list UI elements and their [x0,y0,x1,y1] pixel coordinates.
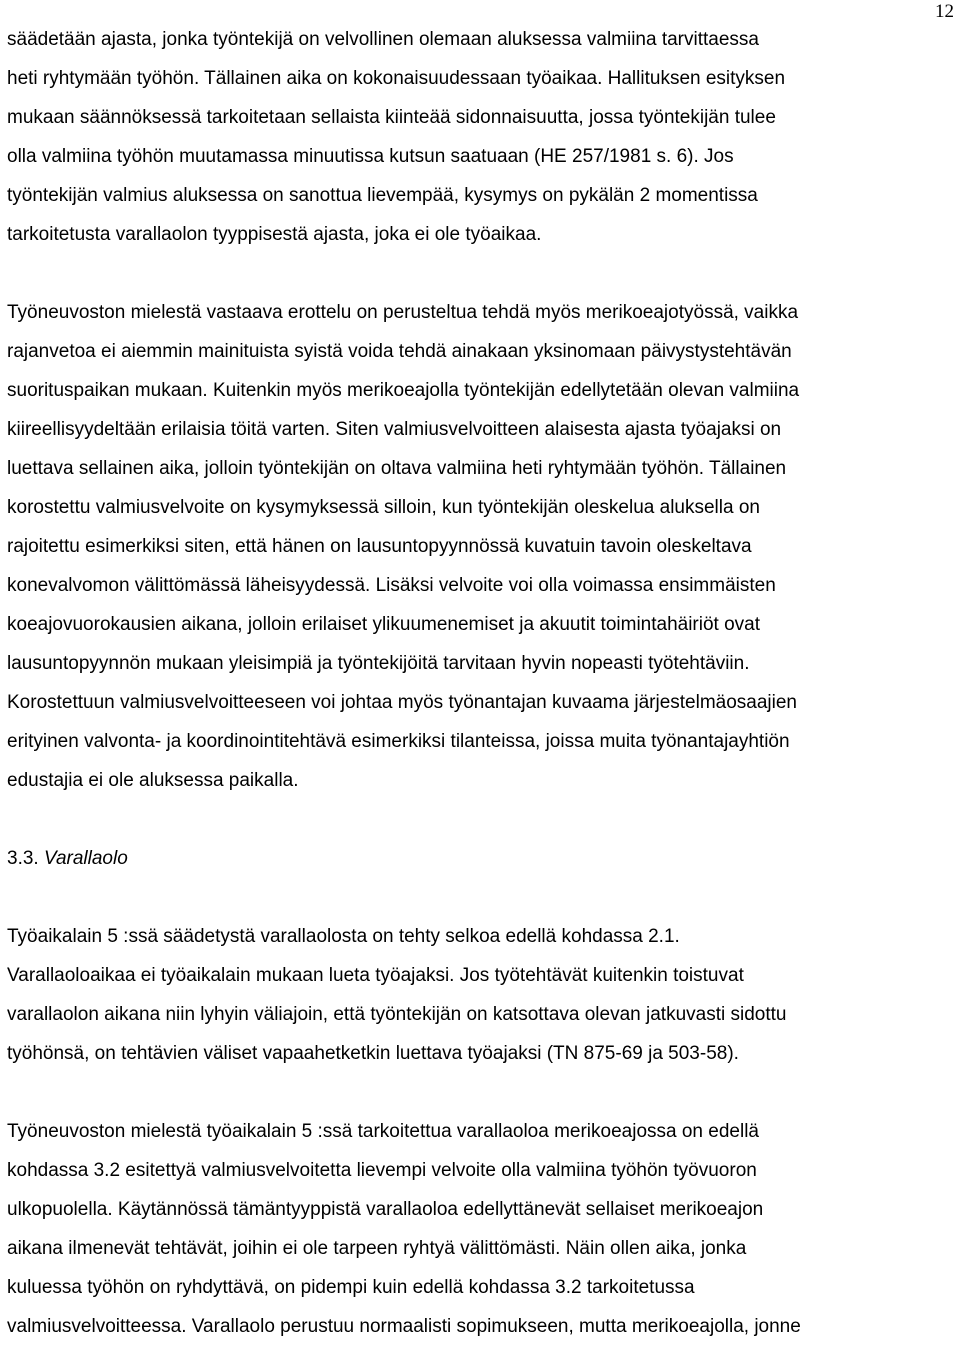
paragraph-spacer [7,800,957,839]
paragraph-line: ulkopuolella. Käytännössä tämäntyyppistä varallaoloa edellyttänevät sellaiset merikoeajon [7,1199,764,1220]
paragraph-3 [7,917,957,1073]
paragraph-line: heti ryhtymään työhön. Tällainen aika on kokonaisuudessaan työaikaa. Hallituksen esityksen [7,68,786,89]
page-number: 12 [935,1,954,22]
paragraph-line: säädetään ajasta, jonka työntekijä on velvollinen olemaan aluksessa valmiina tarvittaessa [7,29,759,50]
section-number: 3.3. [7,848,39,869]
paragraph-line: suorituspaikan mukaan. Kuitenkin myös merikoeajolla työntekijän edellytetään olevan valmiina [7,380,800,401]
paragraph-line: kohdassa 3.2 esitettyä valmiusvelvoitetta lievempi velvoite olla valmiina työhön työvuoron [7,1160,757,1181]
paragraph-line: Korostettuun valmiusvelvoitteeseen voi johtaa myös työnantajan kuvaama järjestelmäosaajien [7,692,797,713]
paragraph-line: valmiusvelvoitteessa. Varallaolo perustuu normaalisti sopimukseen, mutta merikoeajolla, jonne [7,1316,801,1337]
paragraph-2 [7,293,957,800]
paragraph-line: luettava sellainen aika, jolloin työntekijän on oltava valmiina heti ryhtymään työhön. Tällainen [7,458,787,479]
paragraph-line: erityinen valvonta- ja koordinointitehtävä esimerkiksi tilanteissa, joissa muita työnantajayhtiön [7,731,790,752]
paragraph-spacer [7,878,957,917]
paragraph-1 [7,20,957,254]
paragraph-line: olla valmiina työhön muutamassa minuutissa kutsun saatuaan (HE 257/1981 s. 6). Jos [7,146,734,167]
paragraph-line: rajanvetoa ei aiemmin mainituista syistä voida tehdä ainakaan yksinomaan päivystystehtävän [7,341,792,362]
paragraph-line: korostettu valmiusvelvoite on kysymyksessä silloin, kun työntekijän oleskelua aluksella on [7,497,760,518]
paragraph-line: tarkoitetusta varallaolon tyyppisestä ajasta, joka ei ole työaikaa. [7,224,542,245]
paragraph-line: lausuntopyynnön mukaan yleisimpiä ja työntekijöitä tarvitaan hyvin nopeasti työtehtäviin. [7,653,750,674]
paragraph-line: koeajovuorokausien aikana, jolloin erilaiset ylikuumenemiset ja akuutit toimintahäiriöt ovat [7,614,761,635]
section-title: Varallaolo [43,848,128,869]
paragraph-line: aikana ilmenevät tehtävät, joihin ei ole tarpeen ryhtyä välittömästi. Näin ollen aika, jonka [7,1238,747,1259]
paragraph-line: Työneuvoston mielestä vastaava erottelu on perusteltua tehdä myös merikoeajotyössä, vaikka [7,302,799,323]
paragraph-line: edustajia ei ole aluksessa paikalla. [7,770,299,791]
paragraph-line: työntekijän valmius aluksessa on sanottua lievempää, kysymys on pykälän 2 momentissa [7,185,758,206]
paragraph-line: konevalvomon välittömässä läheisyydessä. Lisäksi velvoite voi olla voimassa ensimmäisten [7,575,776,596]
paragraph-line: työhönsä, on tehtävien väliset vapaahetketkin luettava työajaksi (TN 875-69 ja 503-58). [7,1043,739,1064]
paragraph-line: rajoitettu esimerkiksi siten, että hänen on lausuntopyynnössä kuvatuin tavoin oleskeltava [7,536,752,557]
paragraph-line: kiireellisyydeltään erilaisia töitä varten. Siten valmiusvelvoitteen alaisesta ajasta työajaksi on [7,419,782,440]
paragraph-line: Varallaoloaikaa ei työaikalain mukaan lueta työajaksi. Jos työtehtävät kuitenkin toistuvat [7,965,744,986]
paragraph-4 [7,1112,957,1346]
paragraph-line: varallaolon aikana niin lyhyin väliajoin, että työntekijän on katsottava olevan jatkuvasti sidottu [7,1004,787,1025]
paragraph-spacer [7,254,957,293]
paragraph-line: mukaan säännöksessä tarkoitetaan sellaista kiinteää sidonnaisuutta, jossa työntekijän tulee [7,107,776,128]
paragraph-line: kuluessa työhön on ryhdyttävä, on pidempi kuin edellä kohdassa 3.2 tarkoitetussa [7,1277,695,1298]
paragraph-spacer [7,1073,957,1112]
paragraph-line: Työaikalain 5 :ssä säädetystä varallaolosta on tehty selkoa edellä kohdassa 2.1. [7,926,680,947]
section-heading [7,839,957,878]
document-body [7,20,957,1346]
paragraph-line: Työneuvoston mielestä työaikalain 5 :ssä tarkoitettua varallaoloa merikoeajossa on edellä [7,1121,759,1142]
